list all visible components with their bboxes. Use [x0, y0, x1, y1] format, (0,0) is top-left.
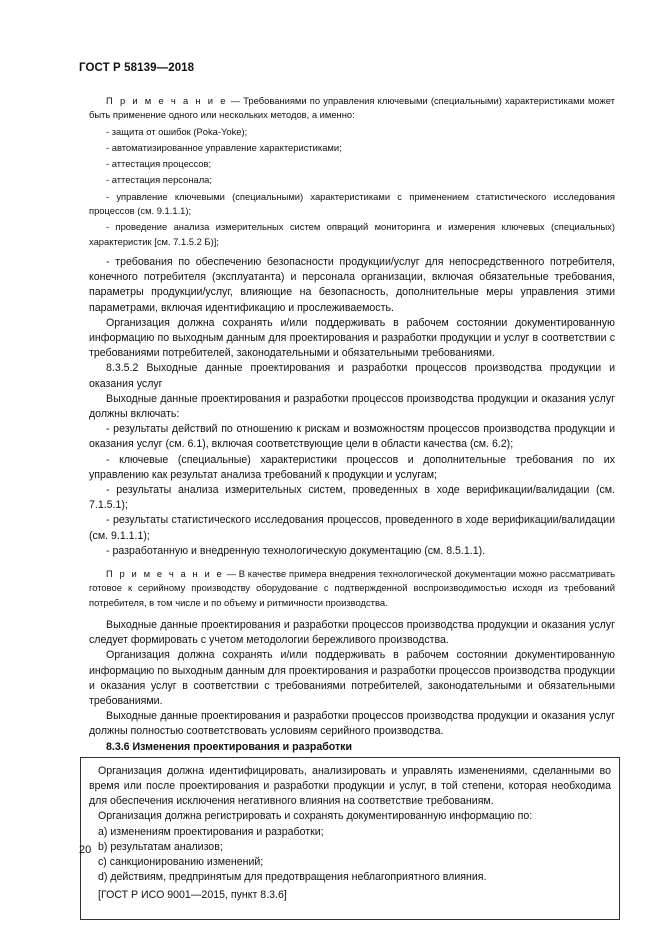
box-paragraph: Организация должна регистрировать и сохранять документированную информацию по: [98, 810, 533, 823]
list-item: - ключевые (специальные) характеристики процессов и дополнительные требования по их управлению как результат анализа требований к продукции и услугам; [89, 453, 615, 481]
paragraph-8-3-5-2: 8.3.5.2 Выходные данные проектирования и разработки процессов производства продукции и оказания услуг [89, 362, 615, 390]
list-item: - результаты анализа измерительных систем, проведенных в ходе верификации/валидации (см. 7.1.5.1); [89, 484, 615, 512]
note-list-item: - защита от ошибок (Poka-Yoke); [106, 125, 248, 137]
note-text: — В качестве примера внедрения технологической документации можно рассматривать готовое к серийному производству оборудование с подтвержденной воспроизводимостью исходя из требований потребителя, в том числе и по объему и ритмичности производства. [89, 568, 615, 608]
paragraph: Организация должна сохранять и/или поддерживать в рабочем состоянии документированную информацию по выходным данным для проектирования и разработки процессов производства продукции и оказания услуг в соответствии с требованиями потребителей, законодательными и обязательными требованиями. [89, 649, 615, 707]
paragraph: Выходные данные проектирования и разработки процессов производства продукции и оказания услуг должны полностью соответствовать условиям серийного производства. [89, 710, 615, 738]
note-list-item: - аттестация процессов; [106, 158, 212, 170]
note-technological-documentation [89, 567, 615, 610]
note-list-item: - проведение анализа измерительных систем опвраций мониторинга и измерения ключевых (специальных) характеристик [см. 7.1.5.2 Б)]; [89, 221, 615, 247]
standard-reference: [ГОСТ Р ИСО 9001—2015, пункт 8.3.6] [98, 889, 287, 902]
box-list-item: b) результатам анализов; [98, 840, 223, 853]
paragraph: Организация должна сохранять и/или поддерживать в рабочем состоянии документированную информацию по выходным данным для проектирования и разработки продукции и услуг в соответствии с требованиями потребителей, законодательными и обязательными требованиями. [89, 316, 615, 360]
note-list-item: - аттестация персонала; [106, 174, 212, 186]
list-item: - результаты статистического исследования процессов, проведенного в ходе верификации/валидации (см. 9.1.1.1); [89, 514, 615, 542]
paragraph: Выходные данные проектирования и разработки процессов производства продукции и оказания услуг должны включать: [89, 392, 615, 420]
box-list-item: d) действиям, предпринятым для предотвращения неблагоприятного влияния. [98, 871, 487, 884]
note-text: — Требованиями по управления ключевыми (специальными) характеристиками может быть применение одного или нескольких методов, а именно: [89, 95, 615, 121]
paragraph-safety-requirements: - требования по обеспечению безопасности продукции/услуг для непосредственного потребителя, конечного потребителя (эксплуатанта) и персонала организации, включая обязательные требования, параметры продукции/услуг, влияющие на безопасность, дополнительные меры управления этими параметрами, включая идентификацию и прослеживаемость. [89, 255, 615, 314]
document-header: ГОСТ Р 58139—2018 [79, 62, 195, 74]
note-key-characteristics [89, 94, 615, 123]
list-item: - разработанную и внедренную технологическую документацию (см. 8.5.1.1). [106, 544, 486, 557]
box-paragraph: Организация должна идентифицировать, анализировать и управлять изменениями, сделанными во время или после проектирования и разработки продукции и услуг, в той степени, которая необходима для обеспечения исключения негативного влияния на соответствие требованиям. [89, 764, 611, 808]
list-item: - результаты действий по отношению к рискам и возможностям процессов производства продукции и оказания услуг (см. 6.1), включая соответствующие цели в области качества (см. 6.2); [89, 423, 615, 451]
quoted-requirement-box [80, 757, 620, 920]
note-label: П р и м е ч а н и е [106, 95, 228, 106]
page-content [89, 94, 615, 920]
box-list-item: a) изменениям проектирования и разработки; [98, 825, 324, 838]
section-heading-8-3-6: 8.3.6 Изменения проектирования и разработки [106, 740, 352, 753]
page-number: 20 [79, 844, 92, 856]
paragraph-lean-production: Выходные данные проектирования и разработки процессов производства продукции и оказания услуг следует формировать с учетом методологии бережливого производства. [89, 618, 615, 647]
box-list-item: c) санкционированию изменений; [98, 855, 264, 868]
note-list-item: - управление ключевыми (специальными) характеристиками с применением статистического исследования процессов (см. 9.1.1.1); [89, 190, 615, 217]
note-list-item: - автоматизированное управление характеристиками; [106, 141, 342, 153]
note-label: П р и м е ч а н и е [106, 568, 224, 580]
